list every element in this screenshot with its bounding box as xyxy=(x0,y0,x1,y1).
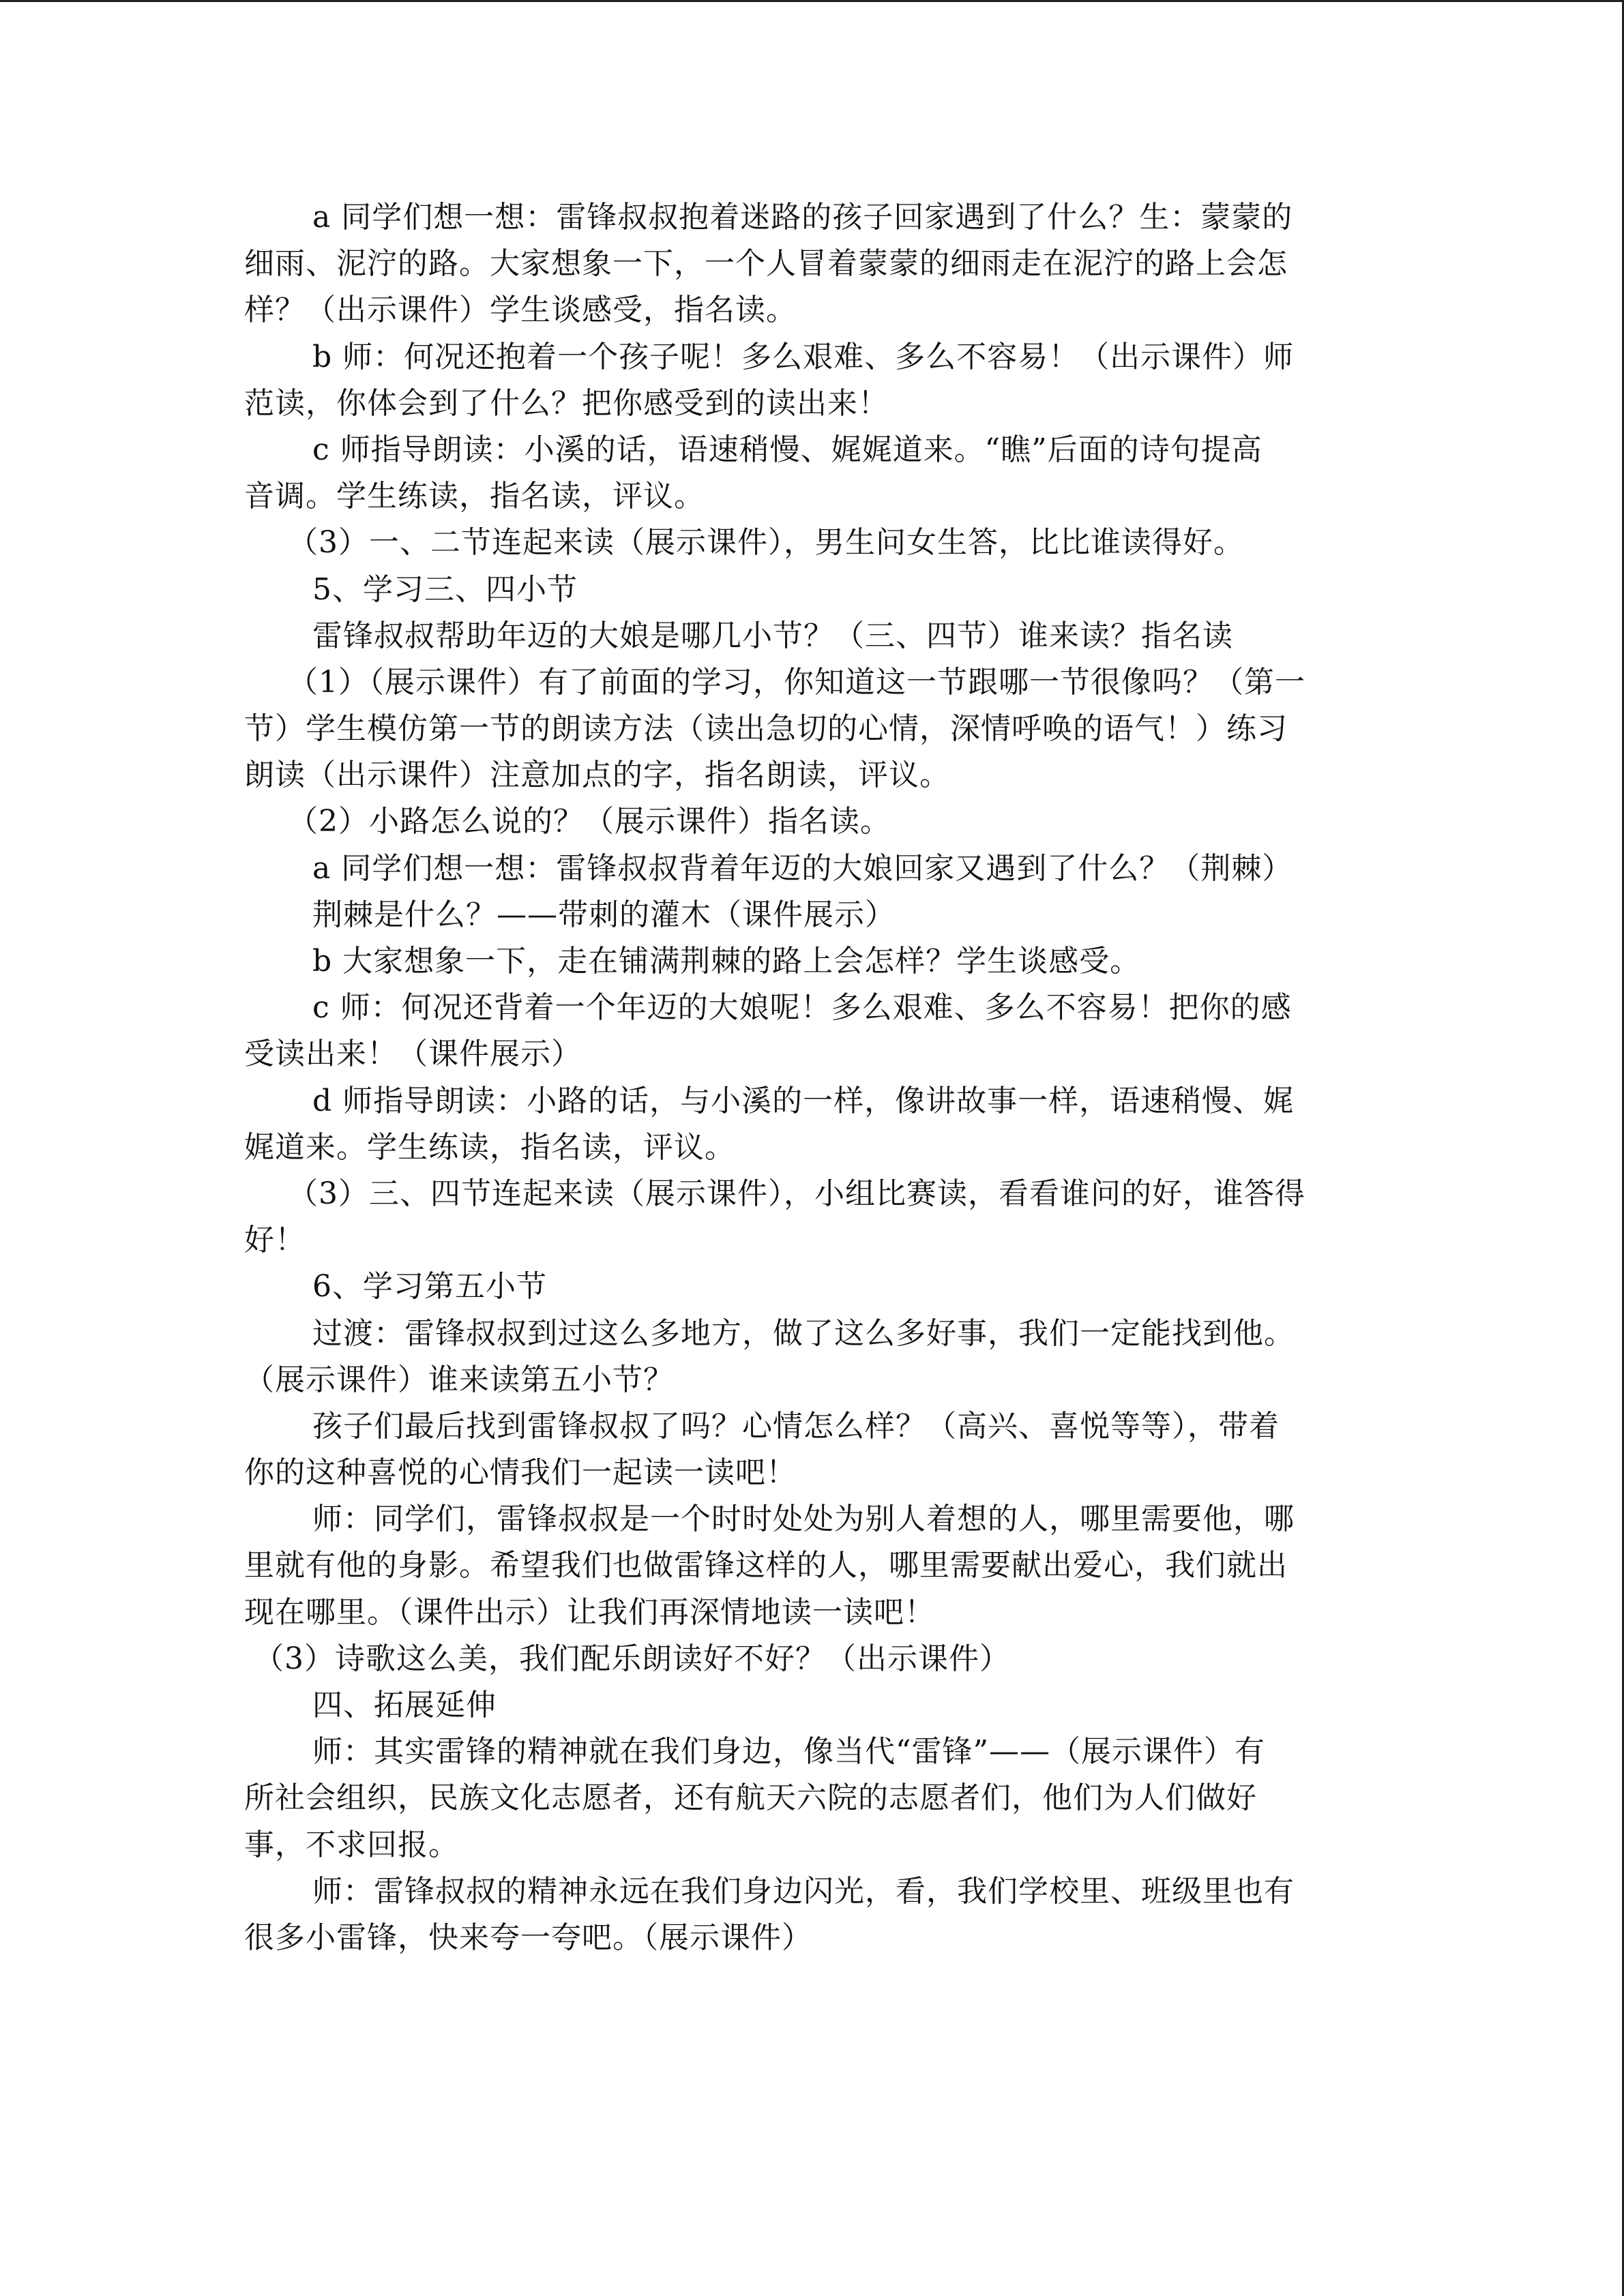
document-body xyxy=(244,194,1376,1961)
text-line: 师：雷锋叔叔的精神永远在我们身边闪光，看，我们学校里、班级里也有 xyxy=(312,1873,1295,1909)
text-line: 雷锋叔叔帮助年迈的大娘是哪几小节？（三、四节）谁来读？指名读 xyxy=(312,618,1233,653)
text-line: 师：其实雷锋的精神就在我们身边，像当代“雷锋”——（展示课件）有 xyxy=(312,1734,1265,1770)
text-line: 所社会组织，民族文化志愿者，还有航天六院的志愿者们，他们为人们做好 xyxy=(244,1780,1257,1816)
text-line: 节）学生模仿第一节的朗读方法（读出急切的心情，深情呼唤的语气！）练习 xyxy=(244,711,1288,747)
text-line: 好！ xyxy=(244,1223,306,1258)
text-line: c 师指导朗读：小溪的话，语速稍慢、娓娓道来。“瞧”后面的诗句提高 xyxy=(312,432,1263,467)
text-line: （展示课件）谁来读第五小节？ xyxy=(244,1362,674,1397)
text-line: 荆棘是什么？——带刺的灌木（课件展示） xyxy=(312,897,896,932)
text-line: c 师：何况还背着一个年迈的大娘呢！多么艰难、多么不容易！把你的感 xyxy=(312,990,1292,1026)
text-line: 朗读（出示课件）注意加点的字，指名朗读，评议。 xyxy=(244,758,950,793)
text-line: （1）（展示课件）有了前面的学习，你知道这一节跟哪一节很像吗？（第一 xyxy=(288,664,1305,700)
text-line: 四、拓展延伸 xyxy=(312,1688,497,1723)
text-line: 师：同学们，雷锋叔叔是一个时时处处为别人着想的人，哪里需要他，哪 xyxy=(312,1502,1295,1537)
text-line: d 师指导朗读：小路的话，与小溪的一样，像讲故事一样，语速稍慢、娓 xyxy=(312,1083,1295,1118)
text-line: （3）三、四节连起来读（展示课件），小组比赛读，看看谁问的好，谁答得 xyxy=(288,1176,1305,1211)
text-line: （2）小路怎么说的？（展示课件）指名读。 xyxy=(288,804,891,839)
text-line: 现在哪里。（课件出示）让我们再深情地读一读吧！ xyxy=(244,1594,935,1630)
text-line: 很多小雷锋，快来夸一夸吧。（展示课件） xyxy=(244,1920,812,1955)
text-line: b 师：何况还抱着一个孩子呢！多么艰难、多么不容易！（出示课件）师 xyxy=(312,339,1295,374)
text-line: 6、学习第五小节 xyxy=(312,1269,547,1304)
text-line: 你的这种喜悦的心情我们一起读一读吧！ xyxy=(244,1455,797,1491)
text-line: 事，不求回报。 xyxy=(244,1827,459,1862)
text-line: 范读，你体会到了什么？把你感受到的读出来！ xyxy=(244,385,889,421)
text-line: （3）一、二节连起来读（展示课件），男生问女生答，比比谁读得好。 xyxy=(288,525,1244,561)
text-line: 细雨、泥泞的路。大家想象一下，一个人冒着蒙蒙的细雨走在泥泞的路上会怎 xyxy=(244,246,1288,282)
text-line: 娓道来。学生练读，指名读，评议。 xyxy=(244,1129,735,1165)
text-line: 受读出来！（课件展示） xyxy=(244,1037,582,1072)
text-line: （3）诗歌这么美，我们配乐朗读好不好？（出示课件） xyxy=(254,1641,1010,1676)
text-line: 5、学习三、四小节 xyxy=(312,571,578,607)
text-line: a 同学们想一想：雷锋叔叔抱着迷路的孩子回家遇到了什么？生：蒙蒙的 xyxy=(312,200,1293,235)
text-line: a 同学们想一想：雷锋叔叔背着年迈的大娘回家又遇到了什么？（荆棘） xyxy=(312,850,1293,886)
text-line: 样？（出示课件）学生谈感受，指名读。 xyxy=(244,293,797,328)
text-line: 里就有他的身影。希望我们也做雷锋这样的人，哪里需要献出爱心，我们就出 xyxy=(244,1548,1288,1583)
text-line: b 大家想象一下，走在铺满荆棘的路上会怎样？学生谈感受。 xyxy=(312,944,1141,979)
text-line: 音调。学生练读，指名读，评议。 xyxy=(244,479,705,514)
text-line: 过渡：雷锋叔叔到过这么多地方，做了这么多好事，我们一定能找到他。 xyxy=(312,1315,1295,1351)
text-line: 孩子们最后找到雷锋叔叔了吗？心情怎么样？（高兴、喜悦等等），带着 xyxy=(312,1408,1280,1444)
